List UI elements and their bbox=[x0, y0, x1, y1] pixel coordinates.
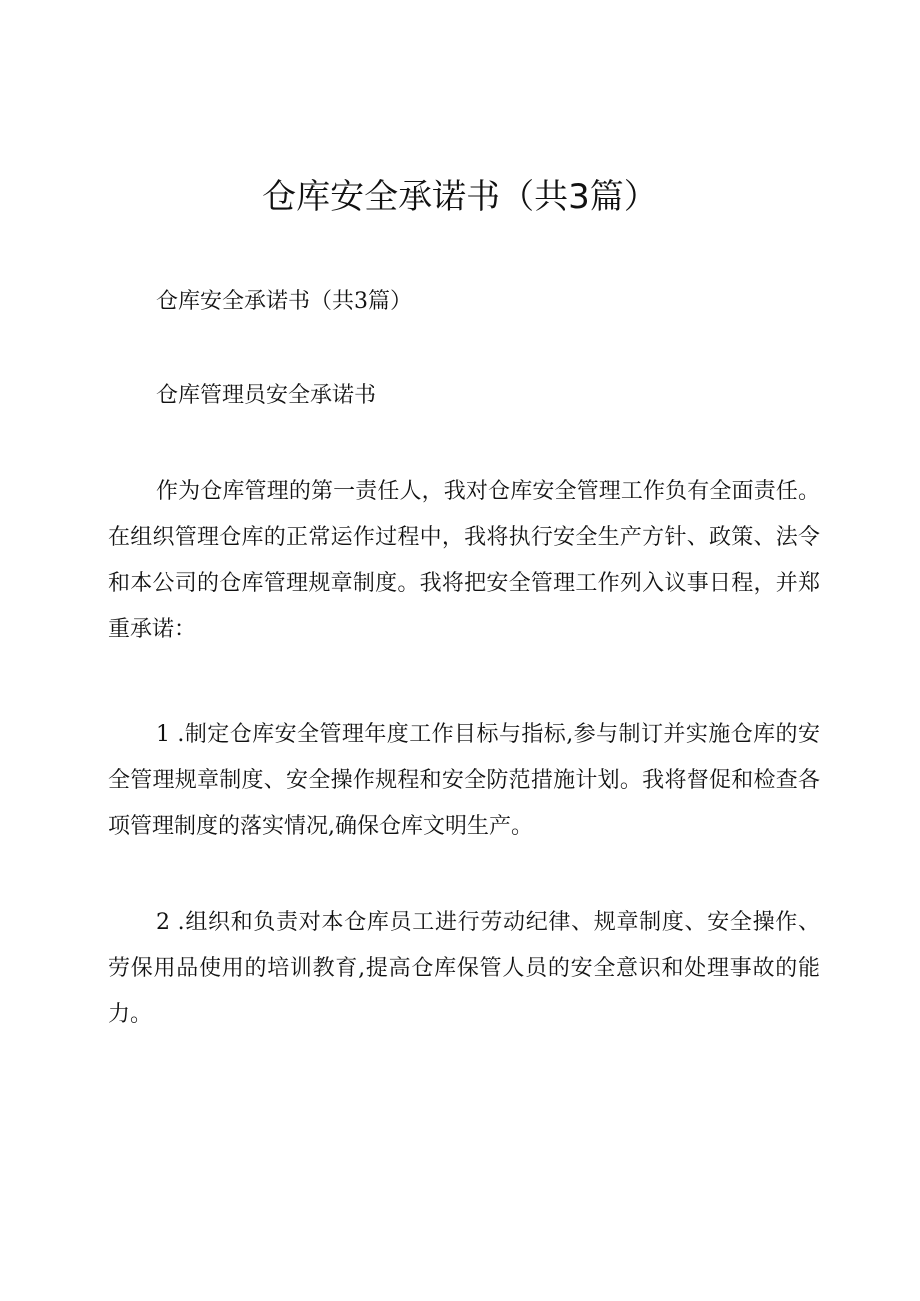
intro-paragraph: 作为仓库管理的第一责任人，我对仓库安全管理工作负有全面责任。在组织管理仓库的正常运作过程中，我将执行安全生产方针、政策、法令和本公司的仓库管理规章制度。我将把安全管理工作列入议事日程，并郑重承诺： bbox=[108, 479, 820, 642]
commitment-item-1: 1 .制定仓库安全管理年度工作目标与指标,参与制订并实施仓库的安全管理规章制度、安全操作规程和安全防范措施计划。我将督促和检查各项管理制度的落实情况,确保仓库文明生产。 bbox=[108, 722, 820, 839]
document-subtitle: 仓库安全承诺书（共3篇） bbox=[156, 289, 412, 314]
commitment-item-2: 2 .组织和负责对本仓库员工进行劳动纪律、规章制度、安全操作、劳保用品使用的培训教育,提高仓库保管人员的安全意识和处理事故的能力。 bbox=[108, 910, 820, 1027]
section-heading: 仓库管理员安全承诺书 bbox=[156, 383, 377, 408]
document-title: 仓库安全承诺书（共3篇） bbox=[262, 177, 658, 217]
